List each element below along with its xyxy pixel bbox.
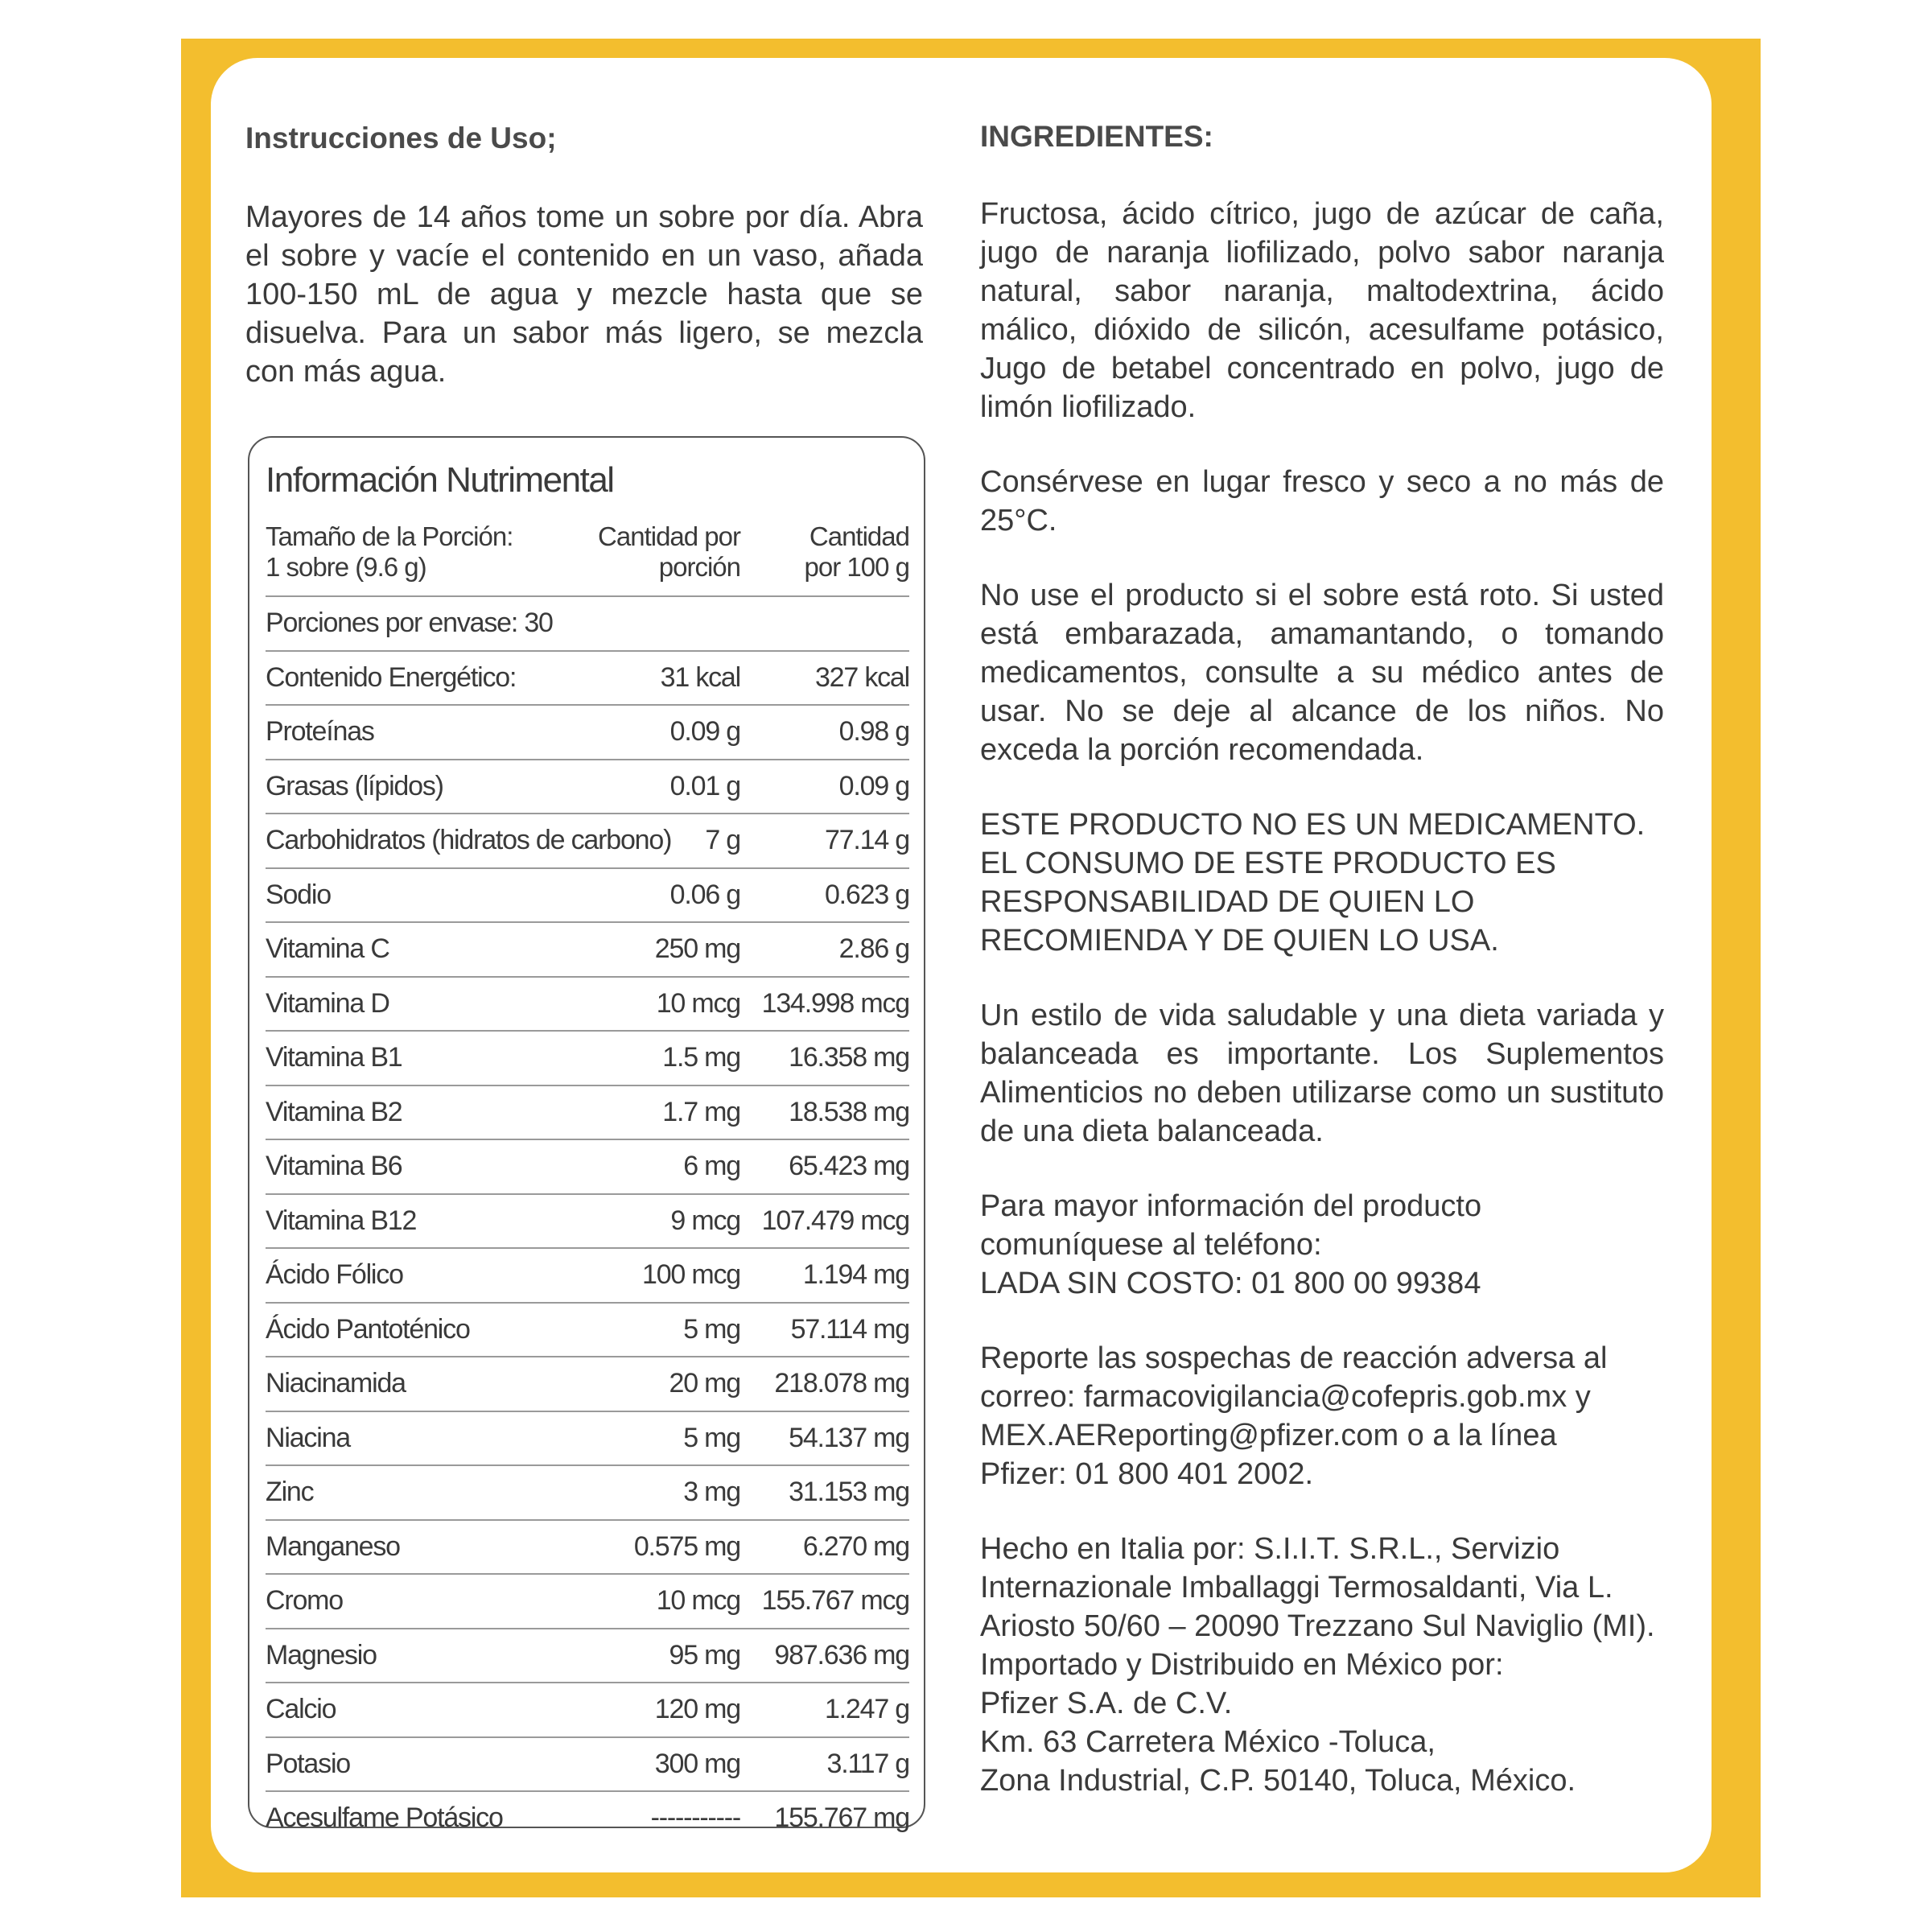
nutrient-name: Ácido Fólico [266,1259,403,1290]
nutrition-row [266,1628,909,1683]
per-100g-value: 0.98 g [838,716,909,747]
nutrition-row [266,1356,909,1411]
nutrient-name: Proteínas [266,716,374,747]
nutrition-row [266,813,909,867]
nutrition-row [266,1302,909,1357]
per-serving-value: 1.5 mg [662,1042,740,1073]
storage-text: Consérvese en lugar fresco y seco a no más de 25°C. [980,465,1664,538]
nutrient-name: Vitamina D [266,987,389,1019]
nutrient-name: Magnesio [266,1639,377,1670]
per-serving-value: 3 mg [683,1477,740,1507]
per-serving-value: 95 mg [669,1639,740,1670]
not-medicine-notice: ESTE PRODUCTO NO ES UN MEDICAMENTO. [980,808,1646,842]
nutrition-row [266,1464,909,1519]
per-100g-value: 0.09 g [838,770,909,801]
adverse-report-info: Reporte las sospechas de reacción adversa al correo: farmacovigilancia@cofepris.gob.mx y MEX.AEReporting@pfizer.com o a la línea Pfizer: 01 800 401 2002. [980,1341,1608,1492]
per-serving-value: 10 mcg [656,987,740,1019]
lifestyle-text: Un estilo de vida saludable y una dieta variada y balanceada es importante. Los Suplementos Alimenticios no deben utilizarse como un sustituto de una dieta balanceada. [980,999,1664,1149]
nutrient-name: Vitamina B12 [266,1205,417,1236]
nutrition-row [266,1411,909,1465]
manufacturer-info: Hecho en Italia por: S.I.I.T. S.R.L., Servizio Internazionale Imballaggi Termosaldanti, Via L. Ariosto 50/60 – 20090 Trezzano Sul Naviglio (MI). Importado y Distribuido en México por: Pfizer S.A. de C.V. Km. 63 Carretera México -Toluca, Zona Industrial, C.P. 50140, Toluca, México. [980,1532,1655,1798]
per-serving-value: 0.06 g [669,879,740,910]
nutrition-row [266,1519,909,1574]
per-100g-value: 327 kcal [814,661,909,693]
nutrition-row [266,867,909,922]
per-serving-value: 6 mg [683,1151,740,1181]
nutrition-row [266,1030,909,1085]
per-100g-value: 3.117 g [826,1748,909,1779]
nutrient-name: Contenido Energético: [266,661,517,693]
nutrient-name: Niacinamida [266,1368,406,1399]
per-100g-value: 16.358 mg [789,1042,909,1073]
per-100g-value: 987.636 mg [774,1639,909,1670]
per-serving-value: 100 mcg [641,1259,740,1290]
per-100g-value: 155.767 mg [774,1802,909,1833]
instructions-section [245,121,923,391]
per-serving-value: 20 mg [669,1368,740,1399]
contact-info: Para mayor información del producto comuníquese al teléfono: LADA SIN COSTO: 01 800 00 99384 [980,1189,1482,1301]
nutrition-row [266,1736,909,1791]
per-100g-value: 31.153 mg [789,1477,909,1507]
servings-per-pack-row: Porciones por envase: 30 [266,595,909,650]
nutrient-name: Vitamina C [266,933,389,964]
nutrition-header [266,521,909,586]
serving-size: Tamaño de la Porción: 1 sobre (9.6 g) [266,521,513,582]
nutrient-name: Cromo [266,1585,344,1616]
nutrition-row [266,1682,909,1736]
responsibility-notice: EL CONSUMO DE ESTE PRODUCTO ES RESPONSABILIDAD DE QUIEN LO RECOMIENDA Y DE QUIEN LO USA. [980,847,1556,958]
nutrition-row [266,1085,909,1139]
per-serving-value: 120 mg [654,1694,740,1724]
nutrition-row [266,650,909,705]
per-100g-value: 1.194 mg [802,1259,909,1290]
nutrition-row [266,976,909,1031]
nutrient-name: Niacina [266,1422,350,1453]
per-serving-value: 7 g [705,825,740,855]
per-serving-value: 31 kcal [660,661,740,693]
per-100g-value: 218.078 mg [774,1368,909,1399]
per-100g-value: 1.247 g [824,1694,909,1724]
per-serving-value: 0.09 g [669,716,740,747]
warning-text: No use el producto si el sobre está roto. Si usted está embarazada, amamantando, o tomando medicamentos, consulte a su médico antes de usar. No se deje al alcance de los niños. No exceda la porción recomendada. [980,579,1664,768]
nutrient-name: Carbohidratos (hidratos de carbono) [266,825,672,855]
per-100g-value: 57.114 mg [790,1313,909,1345]
nutrient-name: Grasas (lípidos) [266,770,443,801]
per-serving-value: ----------- [650,1802,740,1833]
nutrition-row [266,921,909,976]
nutrient-name: Vitamina B1 [266,1042,402,1073]
instructions-title: Instrucciones de Uso; [245,122,557,154]
instructions-text: Mayores de 14 años tome un sobre por día. Abra el sobre y vacíe el contenido en un vaso, añada 100-150 mL de agua y mezcle hasta que se disuelva. Para un sabor más ligero, se mezcla con más agua. [245,200,923,389]
nutrition-row [266,759,909,814]
nutrient-name: Vitamina B6 [266,1151,402,1181]
nutrient-name: Manganeso [266,1530,400,1562]
per-serving-value: 0.575 mg [633,1530,740,1562]
nutrition-row [266,704,909,759]
per-100g-value: 155.767 mcg [761,1585,909,1616]
nutrient-name: Calcio [266,1694,336,1724]
nutrient-name: Acesulfame Potásico [266,1802,503,1833]
nutrient-name: Zinc [266,1477,314,1507]
per-serving-value: 9 mcg [670,1205,740,1236]
per-100g-value: 0.623 g [824,879,909,910]
per-serving-value: 1.7 mg [662,1096,740,1127]
nutrition-row [266,1247,909,1302]
per-100g-value: 77.14 g [824,825,909,855]
nutrition-row [266,1193,909,1248]
per-100g-value: 65.423 mg [789,1151,909,1181]
ingredients-title: INGREDIENTES: [980,120,1213,153]
nutrient-name: Ácido Pantoténico [266,1313,470,1345]
per-serving-value: 250 mg [654,933,740,964]
nutrient-name: Potasio [266,1748,351,1779]
nutrition-row [266,1573,909,1628]
per-serving-value: 300 mg [654,1748,740,1779]
per-100g-value: 134.998 mcg [761,987,909,1019]
column-per-serving: Cantidad por porción [598,521,740,582]
nutrition-rows [266,595,909,1845]
nutrition-facts-table [248,436,925,1833]
per-serving-value: 5 mg [683,1313,740,1345]
nutrition-row [266,1139,909,1193]
nutrient-name: Vitamina B2 [266,1096,402,1127]
per-serving-value: 0.01 g [669,770,740,801]
per-100g-value: 6.270 mg [802,1530,909,1562]
column-per-100g: Cantidad por 100 g [804,521,909,582]
nutrition-row [266,1790,909,1845]
nutrition-title: Información Nutrimental [266,460,614,500]
per-100g-value: 107.479 mcg [761,1205,909,1236]
right-column [980,119,1664,1800]
nutrient-name: Sodio [266,879,331,910]
per-serving-value: 5 mg [683,1422,740,1453]
per-100g-value: 18.538 mg [789,1096,909,1127]
per-serving-value: 10 mcg [656,1585,740,1616]
ingredients-text: Fructosa, ácido cítrico, jugo de azúcar de caña, jugo de naranja liofilizado, polvo sabor naranja natural, sabor naranja, maltodextrina, ácido málico, dióxido de silicón, acesulfame potásico, Jugo de betabel concentrado en polvo, jugo de limón liofilizado. [980,197,1664,425]
per-100g-value: 2.86 g [838,933,909,964]
per-100g-value: 54.137 mg [789,1422,909,1453]
